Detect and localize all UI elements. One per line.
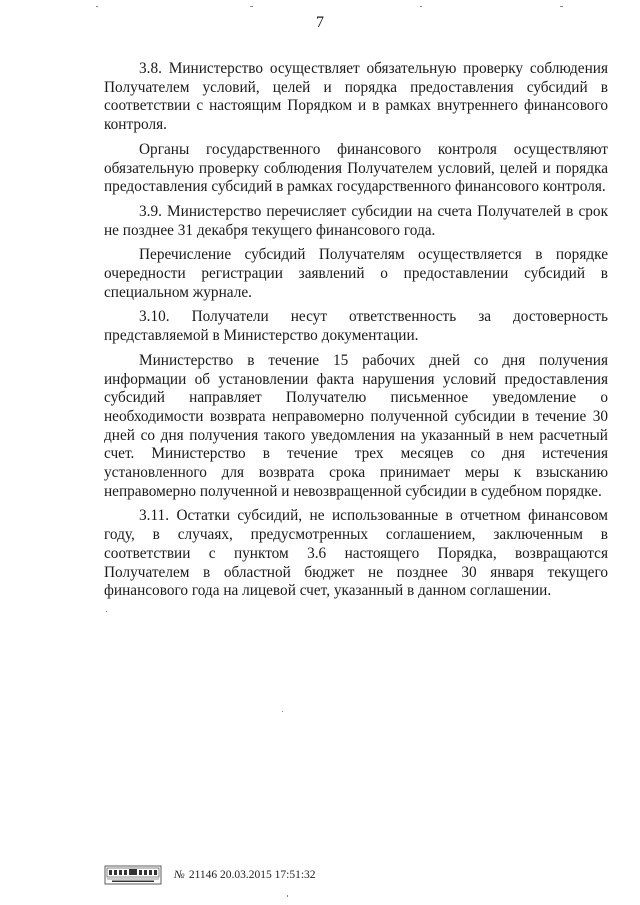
scan-speck [287,895,288,897]
paragraph-control-bodies: Органы государственного финансового контроля осуществляют обязательную проверку соблюдения Получателем условий, целей и порядка предоставления субсидий в рамках государственного финансового контроля. [104,140,608,196]
paragraph-transfer-order: Перечисление субсидий Получателям осуществляется в порядке очередности регистрации заявлений о предоставлении субсидий в специальном журнале. [104,246,608,301]
scan-speck [106,611,107,612]
scan-speck [420,6,422,7]
paragraph-3-10: 3.10. Получатели несут ответственность за достоверность представляемой в Министерство документации. [104,308,608,345]
scan-speck [560,6,563,7]
document-body [104,60,608,607]
registration-stamp-icon [104,865,162,885]
registration-info [174,869,316,881]
paragraph-3-11: 3.11. Остатки субсидий, не использованные в отчетном финансовом году, в случаях, предусмотренных соглашением, заключенным в соответствии с пунктом 3.6 настоящего Порядка, возвращаются Получателем в областной бюджет не позднее 30 января текущего финансового года на лицевой счет, указанный в данном соглашении. [104,507,608,600]
document-footer [104,865,316,885]
number-sign: № [174,869,185,881]
scan-speck [282,711,283,712]
paragraph-3-9: 3.9. Министерство перечисляет субсидии на счета Получателей в срок не позднее 31 декабря текущего финансового года. [104,202,608,239]
paragraph-return-notice: Министерство в течение 15 рабочих дней со дня получения информации об установлении факта нарушения условий предоставления субсидий направляет Получателю письменное уведомление о необходимости возврата неправомерно полученной субсидии в течение 30 дней со дня получения такого уведомления на указанный в нем расчетный счет. Министерство в течение трех месяцев со дня истечения установленного для возврата срока принимает меры к взысканию неправомерно полученной и невозвращенной субсидии в судебном порядке. [104,351,608,500]
scan-speck [250,6,253,7]
page-number: 7 [316,14,324,31]
registration-number-date: 21146 20.03.2015 17:51:32 [188,869,316,881]
paragraph-3-8: 3.8. Министерство осуществляет обязательную проверку соблюдения Получателем условий, целей и порядка предоставления субсидий в соответствии с настоящим Порядком и в рамках внутреннего финансового контроля. [104,60,608,134]
scan-speck [96,6,98,7]
